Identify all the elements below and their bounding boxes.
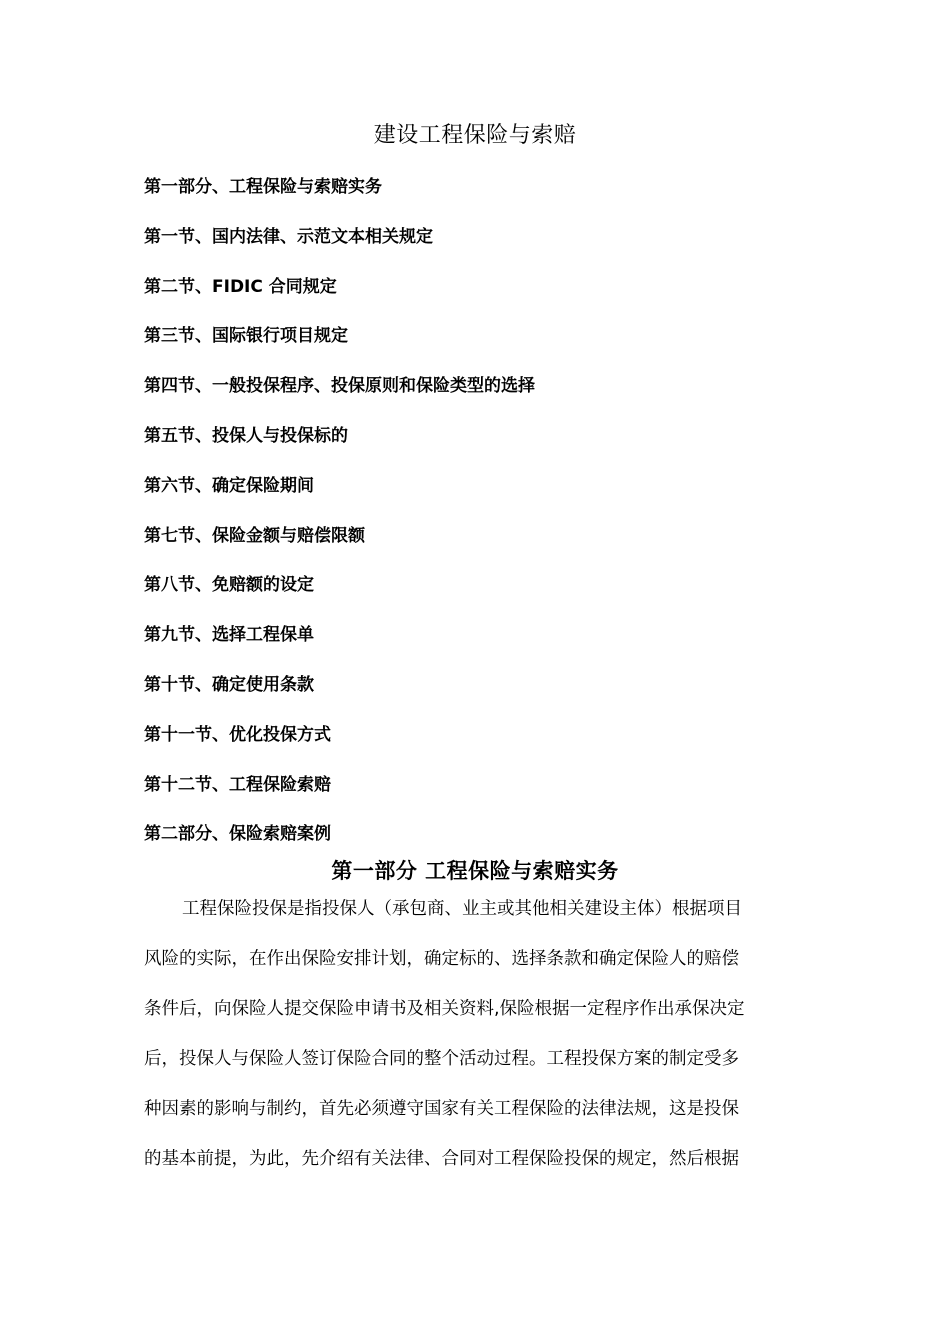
toc-item: 第五节、投保人与投保标的 — [144, 425, 348, 446]
toc-item: 第七节、保险金额与赔偿限额 — [144, 525, 365, 546]
toc-item: 第十一节、优化投保方式 — [144, 724, 331, 745]
toc-item: 第二节、FIDIC 合同规定 — [144, 276, 337, 297]
toc-item: 第六节、确定保险期间 — [144, 475, 314, 496]
document-title: 建设工程保险与索赔 — [373, 123, 577, 148]
toc-item: 第九节、选择工程保单 — [144, 625, 314, 646]
section-heading: 第一部分 工程保险与索赔实务 — [331, 859, 619, 883]
paragraph-line: 工程保险投保是指投保人（承包商、业主或其他相关建设主体）根据项目 — [182, 899, 742, 919]
toc-item: 第四节、一般投保程序、投保原则和保险类型的选择 — [144, 376, 535, 397]
paragraph-line: 种因素的影响与制约，首先必须遵守国家有关工程保险的法律法规，这是投保 — [144, 1099, 739, 1119]
body-paragraph — [144, 890, 806, 1190]
toc-item: 第一节、国内法律、示范文本相关规定 — [144, 226, 433, 247]
paragraph-line: 风险的实际，在作出保险安排计划，确定标的、选择条款和确定保险人的赔偿 — [144, 949, 739, 969]
toc-item: 第八节、免赔额的设定 — [144, 575, 314, 596]
paragraph-line: 的基本前提，为此，先介绍有关法律、合同对工程保险投保的规定，然后根据 — [144, 1149, 739, 1169]
paragraph-line: 后，投保人与保险人签订保险合同的整个活动过程。工程投保方案的制定受多 — [144, 1049, 739, 1069]
toc-item: 第三节、国际银行项目规定 — [144, 326, 348, 347]
toc-item: 第二部分、保险索赔案例 — [144, 824, 331, 845]
paragraph-line: 条件后，向保险人提交保险申请书及相关资料,保险根据一定程序作出承保决定 — [144, 999, 745, 1019]
toc-item: 第十节、确定使用条款 — [144, 674, 314, 695]
toc-item: 第一部分、工程保险与索赔实务 — [144, 177, 382, 197]
toc-item: 第十二节、工程保险索赔 — [144, 774, 331, 795]
table-of-contents — [144, 172, 824, 869]
